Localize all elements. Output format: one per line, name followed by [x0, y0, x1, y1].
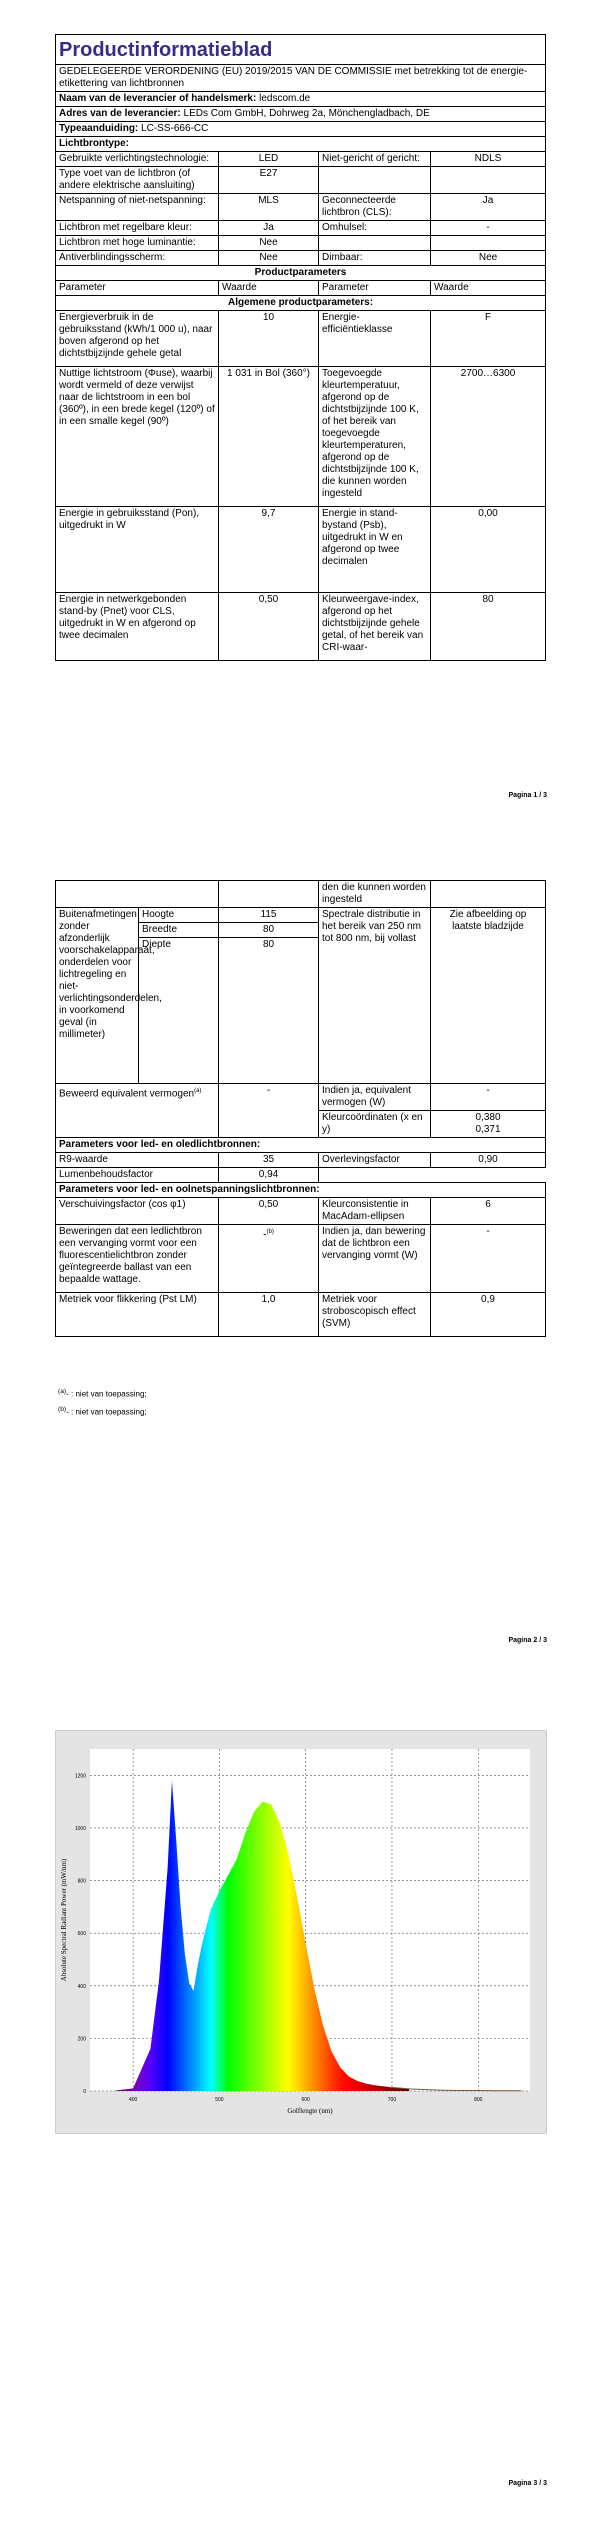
- supplier-address-value: LEDs Com GmbH, Dohrweg 2a, Mönchengladbach, DE: [183, 108, 430, 119]
- supplier-trademark-row: [56, 92, 546, 107]
- footnote-a: $^{(a)}$- : niet van toepassing;: [58, 1388, 147, 1399]
- y-tick-label: 1200: [74, 1773, 86, 1780]
- param-row: Lumenbehoudsfactor 0,94: [56, 1168, 546, 1183]
- x-tick-label: 600: [301, 2097, 310, 2103]
- regulation-text: GEDELEGEERDE VERORDENING (EU) 2019/2015 VAN DE COMMISSIE met betrekking tot de energie-etikettering van lichtbronnen: [56, 65, 546, 92]
- column-headers: Parameter Waarde Parameter Waarde: [56, 281, 546, 296]
- supplier-trademark-value: ledscom.de: [259, 93, 311, 104]
- spectral-value: Zie afbeelding op laatste bladzijde: [431, 908, 546, 1084]
- x-axis-label: Golflengte (nm): [287, 2107, 333, 2115]
- product-info-table-p1: [55, 34, 546, 661]
- continued-row: den die kunnen worden ingesteld: [56, 881, 546, 908]
- x-axis-ticks: [129, 2097, 483, 2103]
- dimension-row: Diepte 80: [56, 938, 546, 1084]
- footnote-b: $^{(b)}$- : niet van toepassing;: [58, 1406, 147, 1417]
- type-row: Lichtbron met hoge luminantie: Nee: [56, 236, 546, 251]
- dimension-row: Buitenafmetingen zonder afzonderlijk voorschakelapparaat, onderdelen voor lichtregeling en niet-verlichtingsonderdelen, in voorkomend geval (in millimeter) Hoogte 115 Spectrale distributie in het bereik van 250 nm tot 800 nm, bij vollast Zie afbeelding op laatste bladzijde: [56, 908, 546, 923]
- param-row: Beweringen dat een ledlichtbron een vervanging vormt voor een fluorescentielichtbron zonder geïntegreerde ballast van een bepaalde wattage. -$^{(b)}$ Indien ja, dan bewering dat de lichtbron een vervanging vormt (W) -: [56, 1225, 546, 1293]
- model-label: Typeaanduiding:: [59, 123, 139, 134]
- page-number-3: Pagina 3 / 3: [508, 2480, 547, 2487]
- doc-title: Productinformatieblad: [56, 35, 546, 65]
- page-number-1: Pagina 1 / 3: [508, 792, 547, 799]
- y-tick-label: 600: [77, 1931, 86, 1938]
- dimensions-label: Buitenafmetingen zonder afzonderlijk voorschakelapparaat, onderdelen voor lichtregeling en niet-verlichtingsonderdelen, in voorkomend geval (in millimeter): [56, 908, 139, 1084]
- general-params-heading: Algemene productparameters:: [56, 296, 546, 311]
- x-tick-label: 500: [215, 2097, 224, 2103]
- spectral-label: Spectrale distributie in het bereik van 250 nm tot 800 nm, bij vollast: [319, 908, 431, 1084]
- page-number-2: Pagina 2 / 3: [508, 1637, 547, 1644]
- dimension-row: Breedte 80: [56, 923, 546, 938]
- type-row: Type voet van de lichtbron (of andere elektrische aansluiting) E27: [56, 167, 546, 194]
- param-row: Metriek voor flikkering (Pst LM) 1,0 Metriek voor stroboscopisch effect (SVM) 0,9: [56, 1293, 546, 1337]
- y-axis-label: Absolute Spectral Radiant Power (mW/nm): [60, 1858, 68, 1982]
- param-row: Energie in netwerkgebonden stand-by (Pnet) voor CLS, uitgedrukt in W en afgerond op twee decimalen 0,50 Kleurweergave-index, afgerond op het dichtstbijzijnde gehele getal, of het bereik van CRI-waar- 80: [56, 593, 546, 661]
- type-row: Antiverblindingsscherm: Nee Dimbaar: Nee: [56, 251, 546, 266]
- param-row: R9-waarde 35 Overlevingsfactor 0,90: [56, 1153, 546, 1168]
- chroma-row: Kleurcoördinaten (x en y) 0,380 0,371: [56, 1111, 546, 1138]
- y-tick-label: 200: [77, 2036, 86, 2043]
- type-row: Netspanning of niet-netspanning: MLS Geconnecteerde lichtbron (CLS): Ja: [56, 194, 546, 221]
- page-2: [0, 840, 595, 1680]
- param-row: Nuttige lichtstroom (Φuse), waarbij wordt vermeld of deze verwijst naar de lichtstroom in een bol (360º), in een brede kegel (120º) of in een smalle kegel (90º) 1 031 in Bol (360°) Toegevoegde kleurtemperatuur, afgerond op de dichtstbijzijnde 100 K, of het bereik van toegevoegde kleurtemperaturen, afgerond op de dichtstbijzijnde 100 K, die kunnen worden ingesteld 2700…6300: [56, 367, 546, 507]
- model-value: LC-SS-666-CC: [141, 123, 209, 134]
- y-tick-label: 800: [77, 1878, 86, 1885]
- supplier-address-row: [56, 107, 546, 122]
- equivalent-row: Beweerd equivalent vermogen$^{(a)}$ - Indien ja, equivalent vermogen (W) -: [56, 1084, 546, 1111]
- type-row: Gebruikte verlichtingstechnologie: LED Niet-gericht of gericht: NDLS: [56, 152, 546, 167]
- spectrum-chart: [56, 1731, 546, 2133]
- y-tick-label: 1000: [74, 1825, 86, 1832]
- x-tick-label: 400: [128, 2097, 138, 2103]
- product-params-heading: Productparameters: [56, 266, 546, 281]
- product-info-table-p2: [55, 880, 546, 1337]
- type-row: Lichtbron met regelbare kleur: Ja Omhulsel: -: [56, 221, 546, 236]
- x-tick-label: 800: [474, 2097, 483, 2103]
- x-tick-label: 700: [387, 2097, 397, 2103]
- spectrum-chart-frame: [55, 1730, 547, 2134]
- param-row: Verschuivingsfactor (cos φ1) 0,50 Kleurconsistentie in MacAdam-ellipsen 6: [56, 1198, 546, 1225]
- led-params-heading: Parameters voor led- en oledlichtbronnen:: [56, 1138, 546, 1153]
- model-row: [56, 122, 546, 137]
- supplier-trademark-label: Naam van de leverancier of handelsmerk:: [59, 93, 257, 104]
- param-row: Energie in gebruiksstand (Pon), uitgedrukt in W 9,7 Energie in stand-bystand (Psb), uitgedrukt in W en afgerond op twee decimalen 0,00: [56, 507, 546, 593]
- y-axis-ticks: [75, 1773, 86, 2095]
- y-tick-label: 0: [83, 2089, 86, 2095]
- mains-params-heading: Parameters voor led- en oolnetspanningslichtbronnen:: [56, 1183, 546, 1198]
- lightsource-type-label: Lichtbrontype:: [56, 137, 546, 152]
- supplier-address-label: Adres van de leverancier:: [59, 108, 181, 119]
- page-3: [0, 1690, 595, 2526]
- param-row: Energieverbruik in de gebruiksstand (kWh/1 000 u), naar boven afgerond op het dichtstbijzijnde gehele getal 10 Energie-efficiëntieklasse F: [56, 311, 546, 367]
- y-tick-label: 400: [77, 1983, 86, 1990]
- page-1: [0, 0, 595, 830]
